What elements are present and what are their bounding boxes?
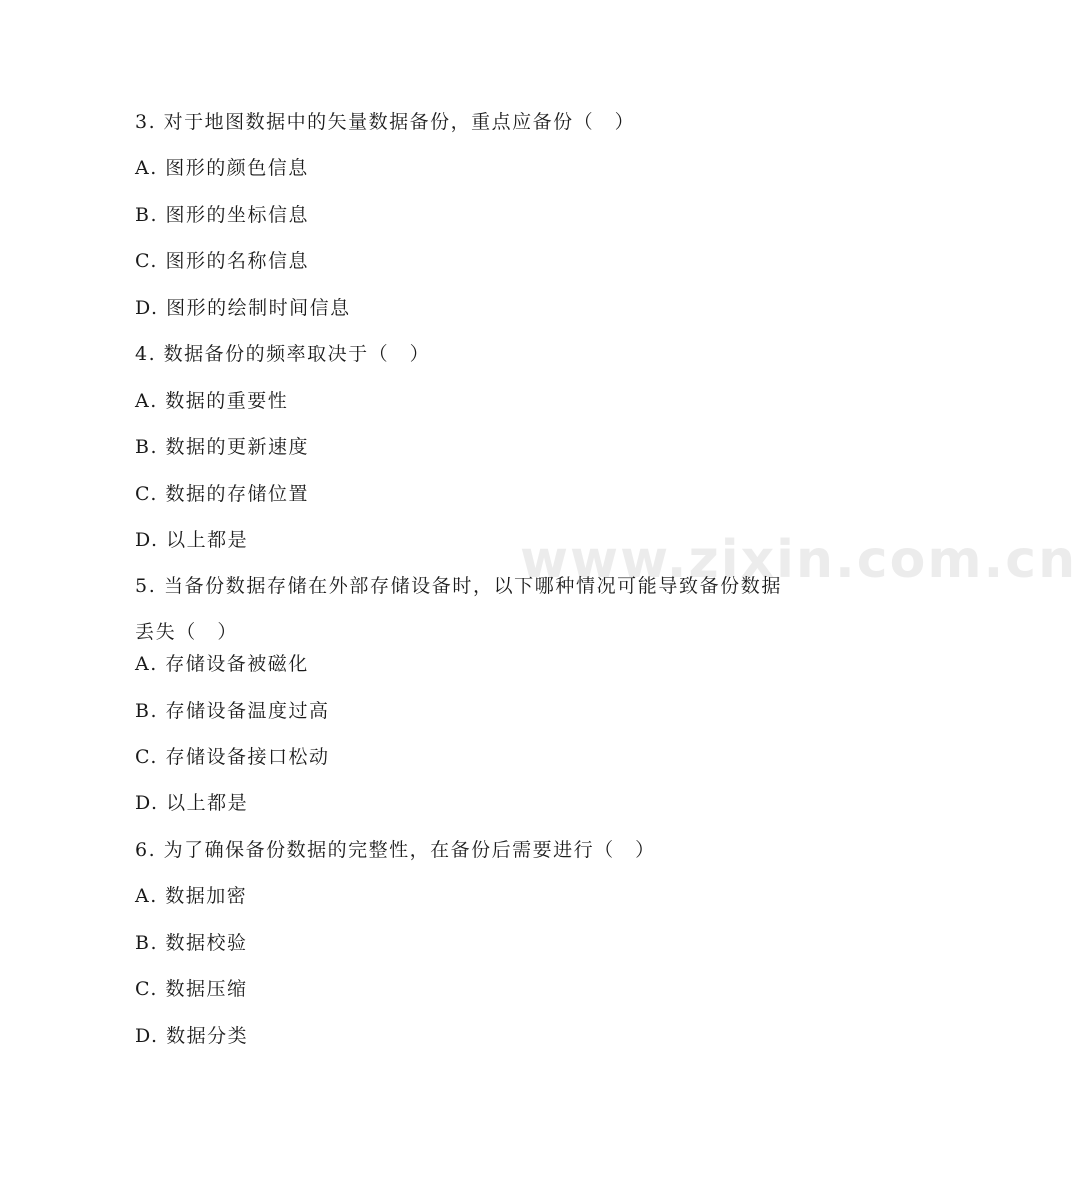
question-5-stem: 5. 当备份数据存储在外部存储设备时，以下哪种情况可能导致备份数据丢失（ ） — [135, 575, 782, 643]
watermark: www.zixin.com.cn — [520, 530, 1077, 590]
question-6-option-b: B. 数据校验 — [135, 932, 248, 954]
question-4-option-c: C. 数据的存储位置 — [135, 483, 309, 505]
question-5-option-c: C. 存储设备接口松动 — [135, 746, 330, 768]
question-4-option-b: B. 数据的更新速度 — [135, 436, 310, 458]
question-3-stem: 3. 对于地图数据中的矢量数据备份，重点应备份（ ） — [135, 111, 636, 133]
question-3-option-c: C. 图形的名称信息 — [135, 250, 309, 272]
question-6-option-c: C. 数据压缩 — [135, 978, 248, 1000]
question-6-option-a: A. 数据加密 — [135, 885, 248, 907]
question-6-option-d: D. 数据分类 — [135, 1025, 249, 1047]
question-3-option-a: A. 图形的颜色信息 — [135, 157, 309, 179]
question-5-option-a: A. 存储设备被磁化 — [135, 653, 309, 675]
question-5-option-b: B. 存储设备温度过高 — [135, 700, 330, 722]
question-4-stem: 4. 数据备份的频率取决于（ ） — [135, 343, 431, 365]
question-3-option-b: B. 图形的坐标信息 — [135, 204, 310, 226]
question-3-option-d: D. 图形的绘制时间信息 — [135, 297, 351, 319]
question-5-option-d: D. 以上都是 — [135, 792, 249, 814]
question-4-option-d: D. 以上都是 — [135, 529, 249, 551]
question-4-option-a: A. 数据的重要性 — [135, 390, 289, 412]
question-6-stem: 6. 为了确保备份数据的完整性，在备份后需要进行（ ） — [135, 839, 656, 861]
